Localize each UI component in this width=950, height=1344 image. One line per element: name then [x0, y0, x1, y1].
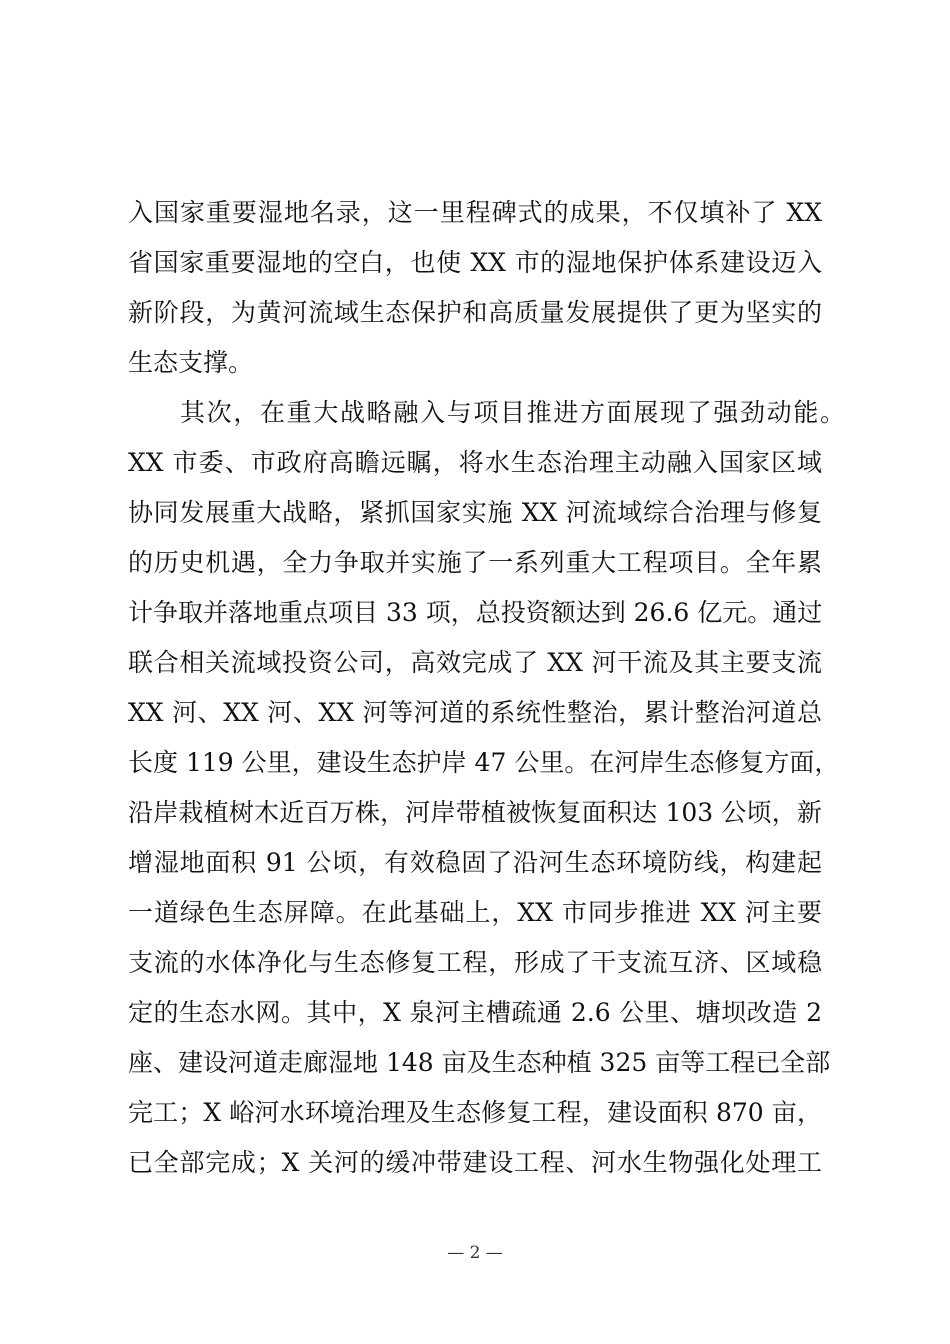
text-line: 长度 119 公里，建设生态护岸 47 公里。在河岸生态修复方面，	[128, 748, 840, 777]
text-line: 座、建设河道走廊湿地 148 亩及生态种植 325 亩等工程已全部	[128, 1048, 831, 1077]
text-line: 新阶段，为黄河流域生态保护和高质量发展提供了更为坚实的	[128, 298, 822, 327]
text-line: XX 市委、市政府高瞻远瞩，将水生态治理主动融入国家区域	[128, 448, 822, 477]
text-line: 一道绿色生态屏障。在此基础上，XX 市同步推进 XX 河主要	[128, 898, 822, 927]
text-line: 省国家重要湿地的空白，也使 XX 市的湿地保护体系建设迈入	[128, 248, 822, 277]
text-line: 完工；X 峪河水环境治理及生态修复工程，建设面积 870 亩，	[128, 1098, 822, 1127]
text-line: XX 河、XX 河、XX 河等河道的系统性整治，累计整治河道总	[128, 698, 822, 727]
text-line: 计争取并落地重点项目 33 项，总投资额达到 26.6 亿元。通过	[128, 598, 823, 627]
text-line: 已全部完成；X 关河的缓冲带建设工程、河水生物强化处理工	[128, 1148, 822, 1177]
text-line: 其次，在重大战略融入与项目推进方面展现了强劲动能。	[180, 398, 845, 427]
text-line: 生态支撑。	[128, 348, 254, 377]
text-line: 沿岸栽植树木近百万株，河岸带植被恢复面积达 103 公顷，新	[128, 798, 822, 827]
text-line: 联合相关流域投资公司，高效完成了 XX 河干流及其主要支流	[128, 648, 822, 677]
text-line: 支流的水体净化与生态修复工程，形成了干支流互济、区域稳	[128, 948, 822, 977]
text-line: 增湿地面积 91 公顷，有效稳固了沿河生态环境防线，构建起	[128, 848, 822, 877]
page-number: — 2 —	[447, 1243, 503, 1263]
text-line: 协同发展重大战略，紧抓国家实施 XX 河流域综合治理与修复	[128, 498, 822, 527]
text-line: 入国家重要湿地名录，这一里程碑式的成果，不仅填补了 XX	[128, 198, 822, 227]
text-line: 定的生态水网。其中，X 泉河主槽疏通 2.6 公里、塘坝改造 2	[128, 998, 822, 1027]
text-line: 的历史机遇，全力争取并实施了一系列重大工程项目。全年累	[128, 548, 822, 577]
